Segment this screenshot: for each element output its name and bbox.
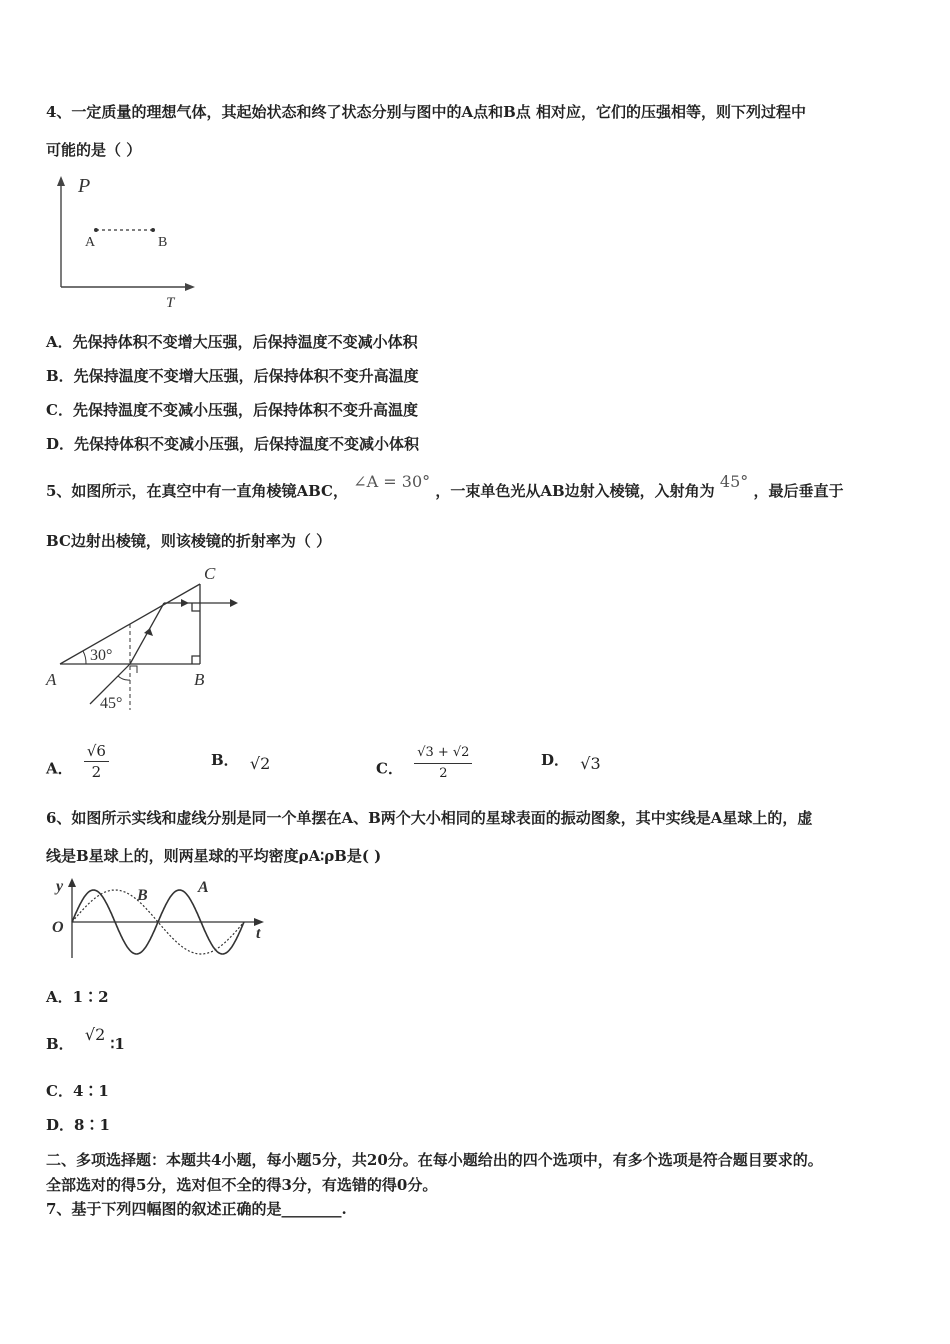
q5-option-b-expr: √2: [249, 754, 271, 773]
q6-option-b[interactable]: [46, 1025, 125, 1054]
q5-angle-45-label: 45°: [100, 695, 123, 712]
q5-stem-line2: BC边射出棱镜，则该棱镜的折射率为（ ）: [46, 532, 332, 550]
q6-oscillation-graph: [44, 872, 274, 964]
q4-label-a: A: [85, 235, 96, 250]
q6-x-axis: [72, 918, 264, 926]
q6-curve-b-label: B: [137, 887, 148, 904]
q6-option-c[interactable]: C．4∶1: [46, 1082, 109, 1100]
q5-vertex-a: A: [46, 670, 57, 689]
q6-option-b-expr: √2: [84, 1025, 106, 1044]
q4-y-label: P: [78, 175, 91, 197]
q6-option-b-rest: ∶1: [110, 1035, 125, 1053]
q5-stem-part1: 5、如图所示，在真空中有一直角棱镜ABC，: [46, 482, 348, 500]
q5-option-b[interactable]: [211, 750, 271, 773]
q4-stem-line1: 4、一定质量的理想气体，其起始状态和终了状态分别与图中的A点和B点 相对应，它们的压强相等，则下列过程中: [46, 103, 806, 121]
q5-angle-expr: ∠A = 30°: [353, 472, 431, 491]
q5-option-a-letter: A．: [46, 759, 73, 778]
q5-option-c-letter: C．: [376, 759, 403, 778]
q5-option-b-letter: B．: [211, 751, 239, 769]
q6-curve-a-label: A: [198, 879, 209, 896]
q4-option-c[interactable]: C．先保持温度不变减小压强，后保持体积不变升高温度: [46, 401, 418, 419]
q6-option-b-letter: B．: [46, 1035, 74, 1053]
q5-option-a-fraction: $\frac{√6}{2}$: [84, 741, 109, 782]
q4-stem-line2: 可能的是（ ）: [46, 141, 142, 159]
q5-angle-arc-30: [83, 651, 86, 664]
q5-vertex-c: C: [204, 564, 216, 583]
section2-header-line1: 二、多项选择题：本题共4小题，每小题5分，共20分。在每小题给出的四个选项中，有多个选项是符合题目要求的。: [46, 1151, 823, 1169]
q4-option-a[interactable]: A．先保持体积不变增大压强，后保持温度不变减小体积: [46, 333, 418, 351]
q5-stem-part2: ，一束单色光从AB边射入棱镜，入射角为: [435, 482, 715, 500]
q4-option-d[interactable]: D．先保持体积不变减小压强，后保持温度不变减小体积: [46, 435, 420, 453]
q6-y-label: y: [56, 878, 64, 895]
q5-option-d-letter: D．: [541, 751, 570, 769]
q5-angle-30-label: 30°: [90, 647, 113, 664]
q6-stem-line1: 6、如图所示实线和虚线分别是同一个单摆在A、B两个大小相同的星球表面的振动图象，其中实线是A星球上的，虚: [46, 809, 813, 827]
q5-option-c-fraction: $\frac{√3 + √2}{2}$: [414, 743, 472, 784]
q4-pt-graph: [40, 172, 200, 317]
q4-option-b[interactable]: B．先保持温度不变增大压强，后保持体积不变升高温度: [46, 367, 419, 385]
q5-prism-figure: [40, 562, 250, 714]
q5-option-d[interactable]: [541, 750, 601, 773]
q6-x-label: t: [256, 925, 261, 942]
q5-option-c[interactable]: [376, 745, 472, 790]
q5-incident-angle: 45°: [719, 472, 749, 491]
q7-stem-line1: 7、基于下列四幅图的叙述正确的是________.: [46, 1200, 347, 1218]
q4-y-axis: [57, 176, 65, 287]
q5-stem-part3: ，最后垂直于: [753, 482, 844, 500]
q5-vertex-b: B: [194, 670, 205, 689]
q5-stem-line1: [46, 472, 844, 501]
q6-stem-line2: 线是B星球上的，则两星球的平均密度ρA∶ρB是( ): [46, 847, 382, 865]
q6-option-a[interactable]: A．1∶2: [46, 988, 109, 1006]
q4-label-b: B: [158, 235, 168, 250]
q4-x-label: T: [166, 295, 175, 311]
q5-angle-arc-45: [118, 676, 130, 680]
q5-option-d-expr: √3: [580, 754, 601, 773]
q5-option-a[interactable]: [46, 742, 109, 790]
section2-header-line2: 全部选对的得5分，选对但不全的得3分，有选错的得0分。: [46, 1176, 438, 1194]
q4-x-axis: [61, 283, 195, 291]
q6-origin-label: O: [52, 919, 64, 936]
q6-option-d[interactable]: D．8∶1: [46, 1116, 110, 1134]
